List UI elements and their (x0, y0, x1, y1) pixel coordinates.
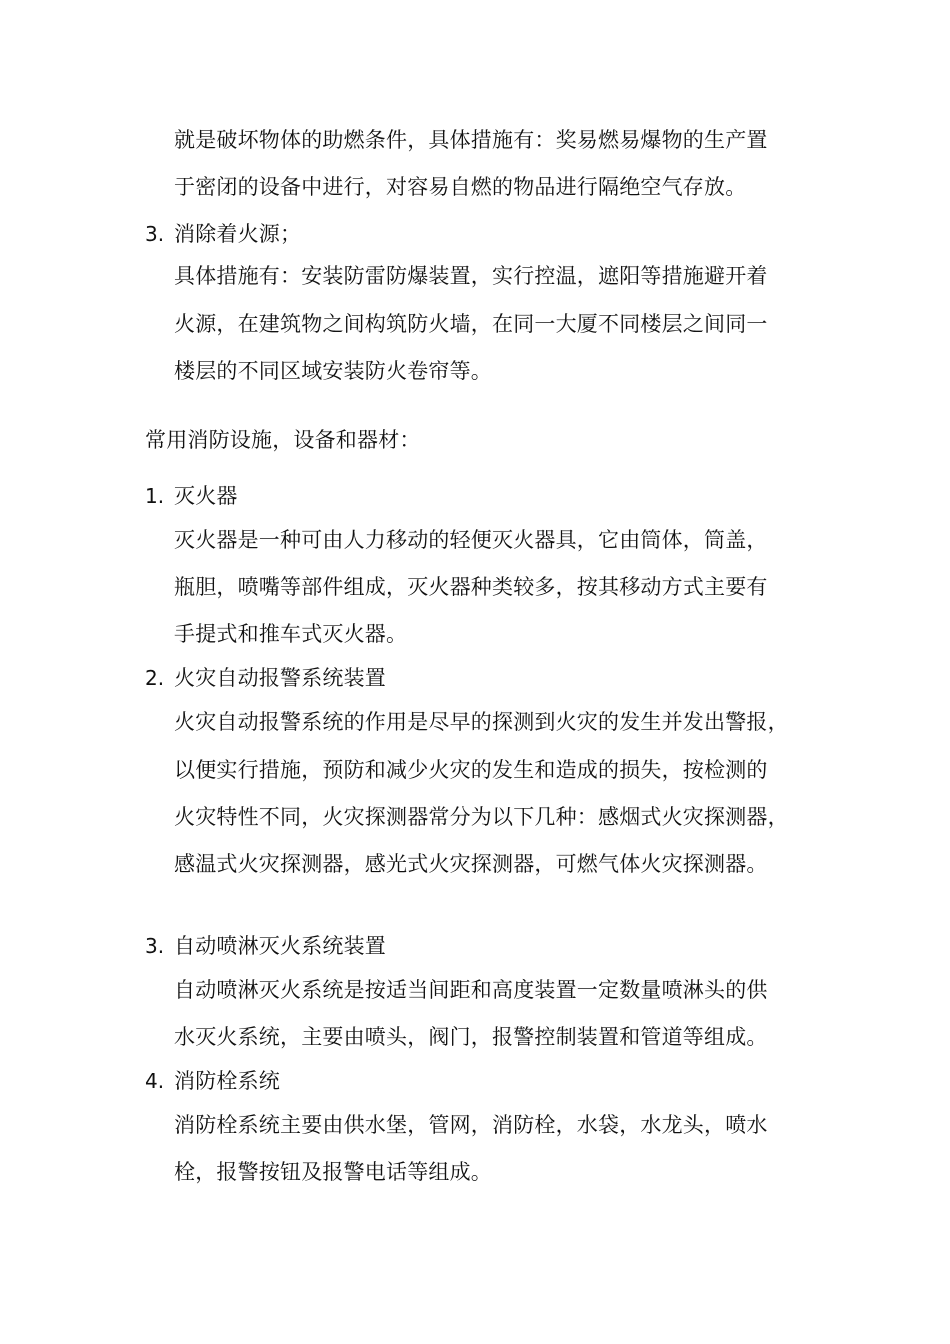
paragraph-line: 水灭火系统，主要由喷头，阀门，报警控制装置和管道等组成。 (174, 1025, 768, 1049)
paragraph-line: 就是破坏物体的助燃条件，具体措施有：奖易燃易爆物的生产置 (174, 128, 768, 152)
paragraph-line: 火灾自动报警系统的作用是尽早的探测到火灾的发生并发出警报， (174, 710, 789, 734)
list-number: 3. (145, 934, 165, 958)
list-number: 4. (145, 1069, 165, 1093)
list-item-title: 消除着火源； (174, 222, 302, 246)
paragraph-line: 感温式火灾探测器，感光式火灾探测器，可燃气体火灾探测器。 (174, 852, 768, 876)
paragraph-line: 楼层的不同区域安装防火卷帘等。 (174, 359, 492, 383)
paragraph-line: 以便实行措施，预防和减少火灾的发生和造成的损失，按检测的 (174, 758, 768, 782)
paragraph-line: 自动喷淋灭火系统是按适当间距和高度装置一定数量喷淋头的供 (174, 978, 768, 1002)
paragraph-line: 于密闭的设备中进行，对容易自燃的物品进行隔绝空气存放。 (174, 175, 747, 199)
paragraph-line: 火源，在建筑物之间构筑防火墙，在同一大厦不同楼层之间同一 (174, 312, 768, 336)
list-number: 1. (145, 484, 165, 508)
paragraph-line: 具体措施有：安装防雷防爆装置，实行控温，遮阳等措施避开着 (174, 264, 768, 288)
list-number: 2. (145, 666, 165, 690)
paragraph-line: 火灾特性不同，火灾探测器常分为以下几种：感烟式火灾探测器， (174, 805, 789, 829)
paragraph-line: 灭火器是一种可由人力移动的轻便灭火器具，它由筒体，筒盖， (174, 528, 768, 552)
paragraph-line: 手提式和推车式灭火器。 (174, 622, 408, 646)
list-item-title: 自动喷淋灭火系统装置 (174, 934, 386, 958)
list-item-title: 消防栓系统 (174, 1069, 280, 1093)
paragraph-line: 瓶胆，喷嘴等部件组成，灭火器种类较多，按其移动方式主要有 (174, 575, 768, 599)
paragraph-line: 栓，报警按钮及报警电话等组成。 (174, 1160, 492, 1184)
list-number: 3. (145, 222, 165, 246)
list-item-title: 灭火器 (174, 484, 238, 508)
list-item-title: 火灾自动报警系统装置 (174, 666, 386, 690)
section-heading: 常用消防设施，设备和器材： (145, 428, 421, 452)
paragraph-line: 消防栓系统主要由供水堡，管网，消防栓，水袋，水龙头，喷水 (174, 1113, 768, 1137)
